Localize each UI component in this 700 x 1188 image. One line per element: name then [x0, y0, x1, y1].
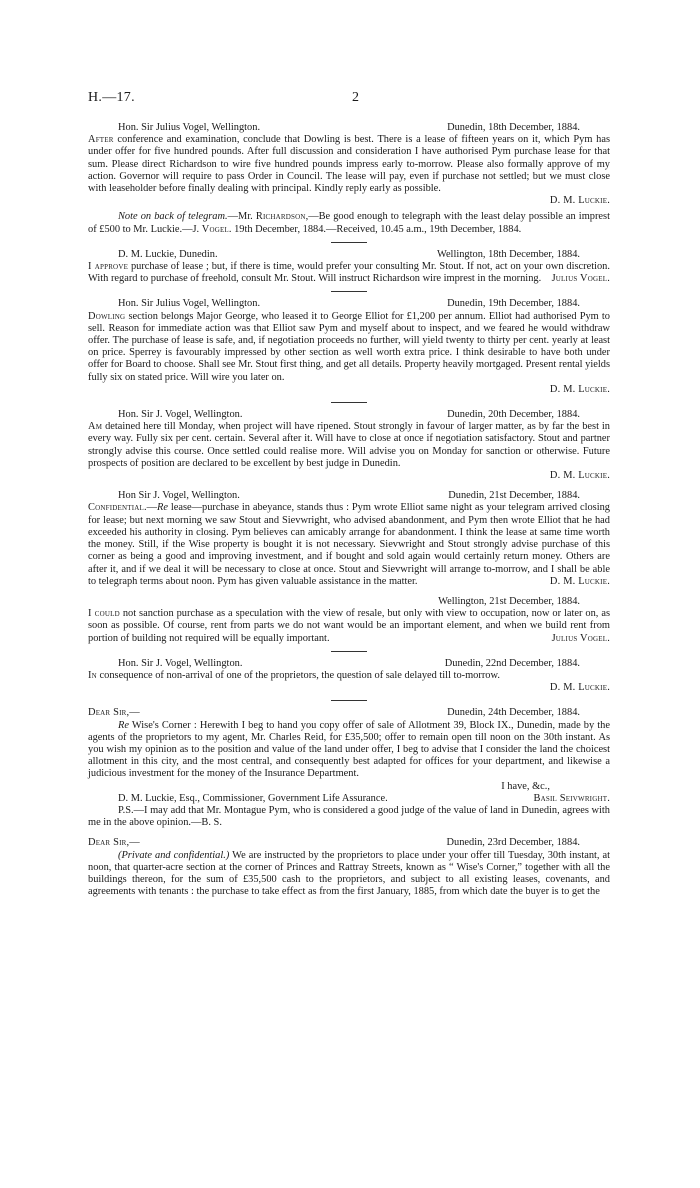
telegram-text: Dowling section belongs Major George, who leased it to George Elliot for £1,200 per annum. Elliot had authorised Pym to sell. Reason for immediate action was that Elliot saw Pym and myself about to inspect, and we feared he would withdraw offer. The purchase of lease is safe, and, if negotiation proceeds no further, will yield twenty to thirty per cent. yearly at least on price. Sperrey is favourably impressed by other section as well worth extra price. I think desirable to have both under offer for Board to choose. Shall see Mr. Stout first thing, and get all details. Property heavily mortgaged. Present rental yields fully six on stated price. Will wire you later on.: [88, 310, 610, 383]
telegram-heading: [88, 658, 610, 670]
telegram-signature: D. M. Luckie.: [549, 470, 610, 482]
telegram-note: Note on back of telegram.—Mr. Richardson,—Be good enough to telegraph with the least delay possible an imprest of £500 to Mr. Luckie.—J. Vogel. 19th December, 1884.—Received, 10.45 a.m., 19th December, 1884.: [88, 211, 610, 235]
telegram-place-date: Wellington, 18th December, 1884.: [436, 248, 580, 260]
telegram-heading: [88, 298, 610, 310]
telegram-text: Confidential.—Re lease—purchase in abeyance, stands thus : Pym wrote Elliot same night as your telegram arrived closing for lease; but next morning we saw Stout and Sievwright, who advised abandonment, and Pym then wrote Elliot that he had exceeded his authority in closing. Pym believes can amicably arrange for abandonment. I think the lease at same time worth the money. Still, if the Wise property is bought it is not necessary. Sievwright and Stout strongly advise purchase of this corner as being a good and improving investment, and if bought and sold again would certainly return money. Others are after it, and if we deal it will be necessary to close at once. Stout and Sievwright will arrange to-morrow, and I shall be able to telegraph terms about noon. Pym has given valuable assistance in the matter. D. M. Luckie.: [88, 502, 610, 587]
telegram-signature: D. M. Luckie.: [549, 195, 610, 207]
telegram-place-date: Wellington, 21st December, 1884.: [438, 595, 580, 607]
letter-signature-line: [88, 793, 610, 805]
letter-place-date: Dunedin, 23rd December, 1884.: [446, 837, 580, 849]
telegram-heading: [88, 409, 610, 421]
telegram-signature: D. M. Luckie.: [549, 682, 610, 694]
telegram-text: After conference and examination, conclude that Dowling is best. There is a lease of fifteen years on it, which Pym has under offer for five hundred pounds. After full discussion and consideration I have authorised Pym purchase lease for that sum. Please direct Richardson to wire five hundred pounds impress early to-morrow. Please also formally approve of my action. Governor will require to pass Order in Council. The lease will pay, even if purchase not settled; but we must close with leaseholder before finally dealing with principal. Kindly reply early as possible.: [88, 134, 610, 195]
divider: [331, 242, 367, 243]
page-number: 2: [352, 90, 359, 105]
divider: [331, 700, 367, 701]
telegram-addressee: Hon. Sir J. Vogel, Wellington.: [118, 409, 243, 421]
telegram-text: I approve purchase of lease ; but, if there is time, would prefer your consulting Mr. Stout. If not, act on your own discretion. With regard to purchase of freehold, consult Mr. Stout. Will instruct Richardson wire imprest in the morning. Julius Vogel.: [88, 261, 610, 285]
letter-text: (Private and confidential.) We are instructed by the proprietors to place under your offer till Tuesday, 30th instant, at noon, that quarter-acre section at the corner of Princes and Rattray Streets, known as “ Wise's Corner,” together with all the buildings thereon, for the sum of £35,500 cash to the proprietors, and subject to all existing leases, covenants, and agreements with tenants : the purchase to take effect as from the first January, 1885, from which date the buyer is to get the: [88, 849, 610, 898]
letter-salutation: Dear Sir,—: [88, 837, 140, 849]
telegram-signature: D. M. Luckie.: [549, 575, 610, 587]
letter-heading: [88, 707, 610, 719]
letter-recipient: D. M. Luckie, Esq., Commissioner, Government Life Assurance.: [118, 792, 388, 804]
letter-signature: Basil Seivwright.: [533, 792, 610, 804]
divider: [331, 291, 367, 292]
telegram-heading: [88, 122, 610, 134]
letter-place-date: Dunedin, 24th December, 1884.: [447, 707, 580, 719]
telegram-text: Am detained here till Monday, when project will have ripened. Stout strongly in favour of larger matter, as by far the best in every way. Fully six per cent. certain. Several after it. Will have to close at once if negotiation satisfactory. Stout and partner strongly advise this course. Once settled could realise more. Will advise you on Monday for sanction or otherwise. Future prospects of position are declared to be excellent by best judge in Dunedin.: [88, 421, 610, 469]
divider: [331, 651, 367, 652]
document-reference: H.—17.: [88, 90, 135, 105]
telegram-place-date: Dunedin, 19th December, 1884.: [447, 298, 580, 310]
telegram-addressee: Hon Sir J. Vogel, Wellington.: [118, 490, 240, 502]
telegram-text: In consequence of non-arrival of one of the proprietors, the question of sale delayed till to-morrow.: [88, 669, 500, 681]
telegram-heading: [88, 249, 610, 261]
letter-postscript: P.S.—I may add that Mr. Montague Pym, who is considered a good judge of the value of land in Dunedin, agrees with me in the above opinion.—B. S.: [88, 804, 610, 829]
telegram-text: I could not sanction purchase as a speculation with the view of resale, but only with view to occupation, now or later on, as soon as possible. Of course, rent from parts we do not want would be an important element, and when we build rent from portion of building not required will be equally important. Julius Vogel.: [88, 608, 610, 644]
letter-salutation: Dear Sir,—: [88, 707, 140, 719]
telegram-place-date: Dunedin, 22nd December, 1884.: [444, 657, 580, 669]
telegram-addressee: Hon. Sir Julius Vogel, Wellington.: [118, 298, 261, 310]
letter-text: Re Wise's Corner : Herewith I beg to hand you copy offer of sale of Allotment 39, Block IX., Dunedin, made by the agents of the proprietors to my agent, Mr. Charles Reid, for £35,500; offer to remain open till noon on the 30th instant. As you wish my opinion as to the position and value of the land under offer, I beg to advise that I consider the land the choicest allotment in this city, and the most central, and consequently best adapted for offices for your department, and likewise a judicious investment for the money of the Insurance Department.: [88, 719, 610, 780]
telegram-place-date: Dunedin, 21st December, 1884.: [448, 490, 580, 502]
telegram-addressee: D. M. Luckie, Dunedin.: [118, 248, 218, 260]
letter-closing: I have, &c.,: [501, 780, 550, 792]
telegram-place-date: Dunedin, 18th December, 1884.: [447, 122, 580, 133]
letter-heading: [88, 837, 610, 849]
telegram-place-date: Dunedin, 20th December, 1884.: [447, 409, 580, 421]
telegram-addressee: Hon. Sir Julius Vogel, Wellington.: [118, 122, 261, 133]
document-body: [88, 122, 610, 898]
telegram-signature: D. M. Luckie.: [549, 383, 610, 395]
telegram-signature: Julius Vogel.: [551, 273, 610, 285]
telegram-addressee: Hon. Sir J. Vogel, Wellington.: [118, 657, 243, 669]
divider: [331, 402, 367, 403]
telegram-heading: [88, 596, 610, 608]
telegram-heading: [88, 490, 610, 502]
telegram-signature: Julius Vogel.: [551, 632, 610, 644]
